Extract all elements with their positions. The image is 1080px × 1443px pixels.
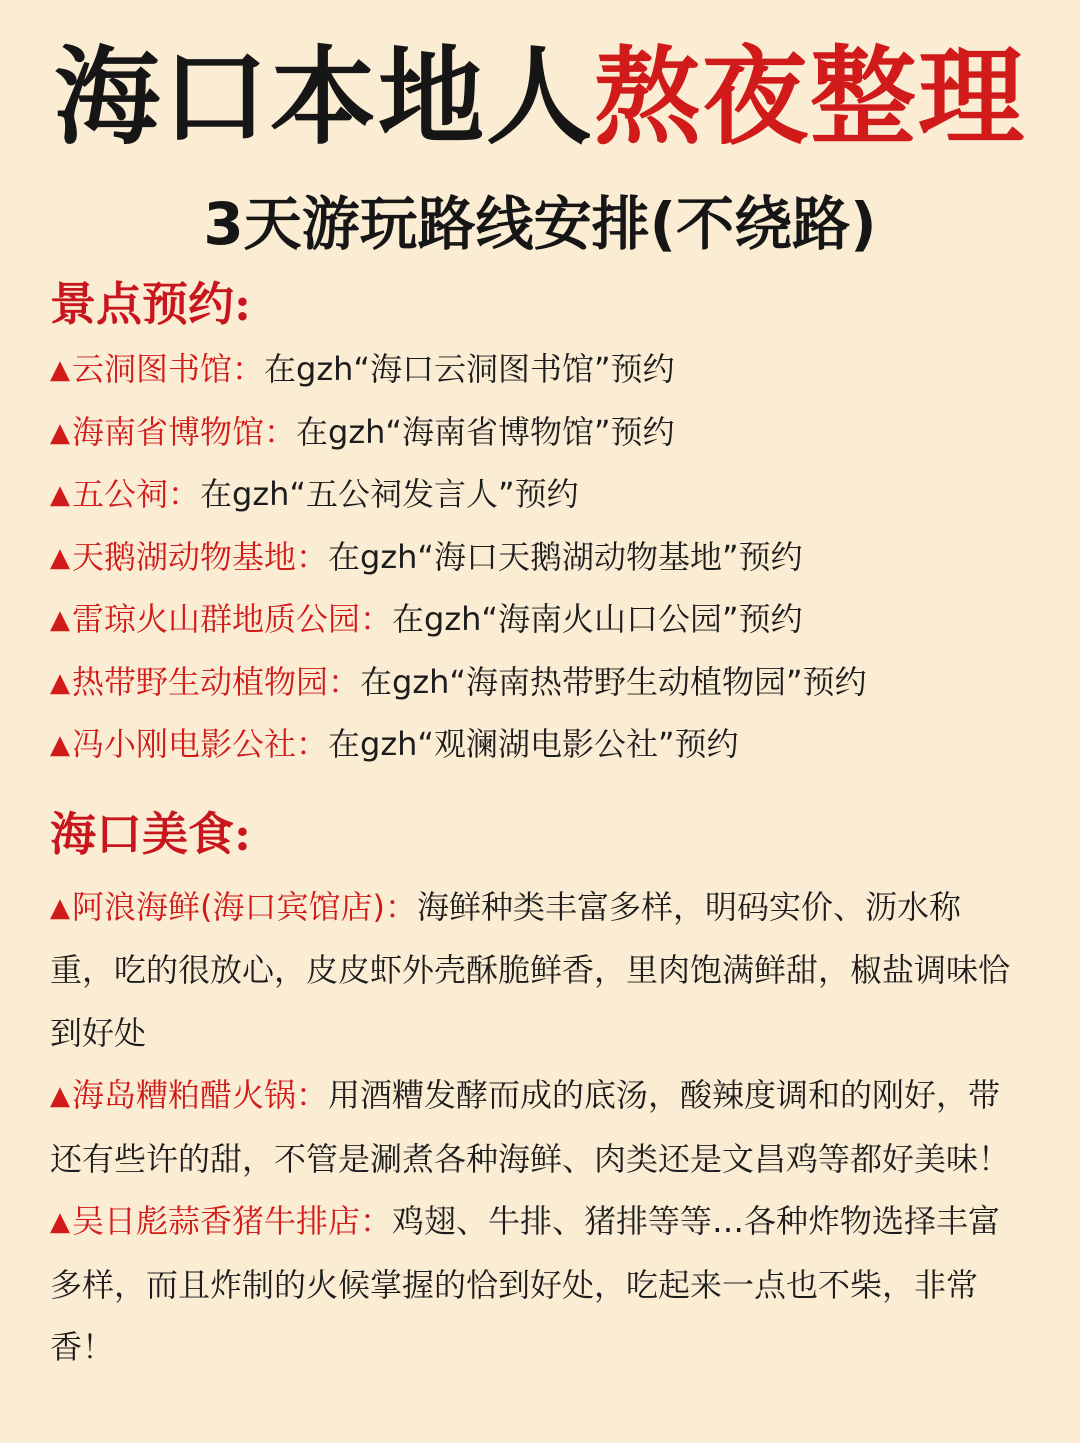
attraction-name: 雷琼火山群地质公园：: [72, 600, 393, 638]
triangle-bullet-icon: ▲: [50, 667, 70, 698]
attractions-heading: 景点预约:: [50, 277, 251, 331]
attraction-booking: 在gzh“海南省博物馆”预约: [296, 412, 675, 451]
page-subtitle: 3天游玩路线安排(不绕路): [203, 190, 877, 258]
attraction-name: 云洞图书馆：: [72, 350, 265, 388]
triangle-bullet-icon: ▲: [50, 417, 70, 448]
restaurant-name: 海岛糟粕醋火锅：: [72, 1076, 329, 1114]
attraction-booking: 在gzh“海南火山口公园”预约: [392, 600, 803, 638]
food-heading: 海口美食:: [50, 806, 251, 861]
triangle-bullet-icon: ▲: [50, 1207, 70, 1237]
attraction-booking: 在gzh“观澜湖电影公社”预约: [328, 725, 739, 763]
attraction-item: [50, 713, 1030, 776]
attraction-item: [50, 401, 1030, 464]
attraction-booking: 在gzh“海南热带野生动植物园”预约: [360, 662, 867, 701]
attraction-name: 海南省博物馆：: [72, 412, 297, 451]
restaurant-description: 鸡翅、牛排、猪排等等…各种炸物选择丰富多样，而且炸制的火候掌握的恰到好处，吃起来一点也不柴，非常香！: [50, 1202, 1001, 1366]
attraction-item: [50, 463, 1030, 526]
attraction-name: 天鹅湖动物基地：: [72, 537, 329, 576]
title-red-part: 熬夜整理: [594, 34, 1026, 159]
attraction-item: [50, 526, 1030, 589]
attraction-name: 五公祠：: [72, 475, 201, 513]
attraction-name: 冯小刚电影公社：: [72, 725, 329, 763]
restaurant-name: 阿浪海鲜(海口宾馆店)：: [72, 887, 417, 926]
title-black-part: 海口本地人: [54, 34, 594, 159]
triangle-bullet-icon: ▲: [50, 605, 70, 635]
attraction-item: [50, 651, 1030, 714]
attraction-item: [50, 338, 1030, 401]
restaurant-description: 用酒糟发酵而成的底汤，酸辣度调和的刚好，带还有些许的甜，不管是涮煮各种海鲜、肉类还是文昌鸡等都好美味！: [50, 1076, 1011, 1178]
attraction-item: [50, 588, 1030, 651]
triangle-bullet-icon: ▲: [50, 892, 70, 923]
triangle-bullet-icon: ▲: [50, 1081, 70, 1111]
food-item: [50, 1190, 1030, 1379]
restaurant-description: 海鲜种类丰富多样，明码实价、沥水称重，吃的很放心，皮皮虾外壳酥脆鲜香，里肉饱满鲜甜，椒盐调味恰到好处: [50, 887, 1011, 1052]
page-title: [50, 0, 1030, 172]
restaurant-name: 吴日彪蒜香猪牛排店：: [72, 1202, 393, 1240]
food-item: [50, 1064, 1030, 1190]
food-item: [50, 876, 1030, 1065]
attraction-booking: 在gzh“海口天鹅湖动物基地”预约: [328, 537, 803, 576]
attraction-booking: 在gzh“五公祠发言人”预约: [200, 475, 579, 513]
attraction-name: 热带野生动植物园：: [72, 662, 361, 701]
triangle-bullet-icon: ▲: [50, 542, 70, 573]
food-list: [50, 876, 1030, 1379]
triangle-bullet-icon: ▲: [50, 730, 70, 760]
triangle-bullet-icon: ▲: [50, 355, 70, 385]
triangle-bullet-icon: ▲: [50, 480, 70, 510]
attractions-list: [50, 338, 1030, 776]
attraction-booking: 在gzh“海口云洞图书馆”预约: [264, 350, 675, 388]
